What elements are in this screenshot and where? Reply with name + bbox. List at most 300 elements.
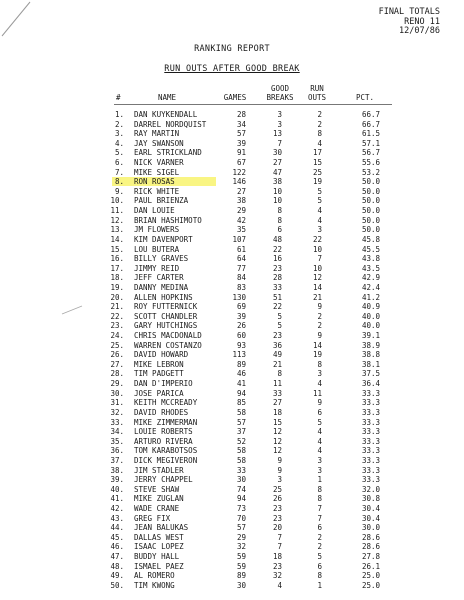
run-outs-cell: 4 bbox=[317, 138, 322, 148]
column-header-games: GAMES bbox=[223, 93, 247, 102]
player-name-cell: KIM DAVENPORT bbox=[134, 234, 193, 244]
games-cell: 42 bbox=[236, 215, 246, 225]
good-breaks-cell: 23 bbox=[272, 263, 282, 273]
good-breaks-cell: 51 bbox=[272, 292, 282, 302]
player-name-cell: MIKE SIGEL bbox=[134, 167, 180, 177]
good-breaks-cell: 23 bbox=[272, 561, 282, 571]
run-outs-cell: 4 bbox=[317, 436, 322, 446]
table-row bbox=[0, 139, 464, 149]
games-cell: 89 bbox=[236, 571, 246, 581]
run-outs-cell: 14 bbox=[312, 282, 322, 292]
rank-cell: 18. bbox=[110, 273, 124, 283]
run-outs-cell: 7 bbox=[317, 254, 322, 264]
table-row bbox=[0, 196, 464, 206]
table-row bbox=[0, 552, 464, 562]
good-breaks-cell: 3 bbox=[277, 110, 282, 119]
rank-cell: 27. bbox=[110, 359, 124, 369]
good-breaks-cell: 12 bbox=[272, 436, 282, 446]
pct-cell: 36.4 bbox=[361, 379, 380, 389]
player-name-cell: GREG FIX bbox=[134, 513, 171, 523]
rank-cell: 16. bbox=[110, 254, 124, 264]
games-cell: 57 bbox=[236, 417, 246, 427]
run-outs-cell: 7 bbox=[317, 503, 322, 513]
player-name-cell: STEVE SHAW bbox=[134, 484, 180, 494]
rank-cell: 33. bbox=[110, 417, 124, 427]
games-cell: 58 bbox=[236, 446, 246, 456]
player-name-cell: DANNY MEDINA bbox=[134, 282, 189, 292]
run-outs-cell: 3 bbox=[317, 455, 322, 465]
pct-cell: 40.9 bbox=[361, 302, 380, 312]
run-outs-cell: 15 bbox=[312, 158, 322, 168]
pct-cell: 50.0 bbox=[361, 196, 380, 206]
player-name-cell: DAN D'IMPERIO bbox=[134, 379, 193, 389]
run-outs-cell: 21 bbox=[312, 292, 322, 302]
player-name-cell: DAVID RHODES bbox=[134, 407, 189, 417]
player-name-cell: ROY FUTTERNICK bbox=[134, 302, 198, 312]
run-outs-cell: 9 bbox=[317, 331, 322, 341]
table-row bbox=[0, 350, 464, 360]
table-row bbox=[0, 504, 464, 514]
rank-cell: 49. bbox=[110, 571, 124, 581]
games-cell: 30 bbox=[236, 580, 246, 590]
run-outs-cell: 7 bbox=[317, 513, 322, 523]
column-header-rank: # bbox=[116, 93, 121, 102]
table-row bbox=[0, 225, 464, 235]
games-cell: 59 bbox=[236, 552, 246, 562]
rank-cell: 12. bbox=[110, 215, 124, 225]
table-row bbox=[0, 523, 464, 533]
rank-cell: 17. bbox=[110, 263, 124, 273]
player-name-cell: JOSE PARICA bbox=[134, 388, 184, 398]
good-breaks-cell: 32 bbox=[272, 571, 282, 581]
rank-cell: 43. bbox=[110, 513, 124, 523]
pct-cell: 25.0 bbox=[361, 571, 380, 581]
rank-cell: 1. bbox=[114, 110, 124, 119]
player-name-cell: EARL STRICKLAND bbox=[134, 148, 202, 158]
table-row bbox=[0, 562, 464, 572]
player-name-cell: RON ROSAS bbox=[134, 177, 175, 187]
table-row bbox=[0, 331, 464, 341]
games-cell: 58 bbox=[236, 407, 246, 417]
table-row bbox=[0, 302, 464, 312]
run-outs-cell: 8 bbox=[317, 484, 322, 494]
run-outs-cell: 3 bbox=[317, 465, 322, 475]
games-cell: 73 bbox=[236, 503, 246, 513]
pct-cell: 53.2 bbox=[361, 167, 380, 177]
player-name-cell: BRIAN HASHIMOTO bbox=[134, 215, 202, 225]
pct-cell: 33.3 bbox=[361, 465, 380, 475]
pct-cell: 55.6 bbox=[361, 158, 380, 168]
rank-cell: 13. bbox=[110, 225, 124, 235]
player-name-cell: LOU BUTERA bbox=[134, 244, 180, 254]
pct-cell: 50.0 bbox=[361, 206, 380, 216]
rank-cell: 3. bbox=[114, 129, 124, 139]
column-header-run-outs bbox=[302, 85, 332, 102]
totals-label: FINAL TOTALS bbox=[378, 7, 440, 17]
games-cell: 58 bbox=[236, 455, 246, 465]
rank-cell: 46. bbox=[110, 542, 124, 552]
rank-cell: 5. bbox=[114, 148, 124, 158]
player-name-cell: JEFF CARTER bbox=[134, 273, 184, 283]
player-name-cell: NICK VARNER bbox=[134, 158, 184, 168]
rank-cell: 31. bbox=[110, 398, 124, 408]
rank-cell: 25. bbox=[110, 340, 124, 350]
pct-cell: 33.3 bbox=[361, 398, 380, 408]
games-cell: 28 bbox=[236, 110, 246, 119]
player-name-cell: JM FLOWERS bbox=[134, 225, 180, 235]
good-breaks-cell: 23 bbox=[272, 513, 282, 523]
run-outs-cell: 19 bbox=[312, 177, 322, 187]
games-cell: 67 bbox=[236, 158, 246, 168]
pct-cell: 40.0 bbox=[361, 311, 380, 321]
pct-cell: 66.7 bbox=[361, 110, 380, 119]
games-cell: 41 bbox=[236, 379, 246, 389]
player-name-cell: AL ROMERO bbox=[134, 571, 175, 581]
table-row bbox=[0, 120, 464, 130]
rank-cell: 35. bbox=[110, 436, 124, 446]
good-breaks-cell: 49 bbox=[272, 350, 282, 360]
games-cell: 69 bbox=[236, 302, 246, 312]
run-outs-cell: 9 bbox=[317, 398, 322, 408]
good-breaks-cell: 8 bbox=[277, 206, 282, 216]
run-outs-cell: 2 bbox=[317, 542, 322, 552]
column-header-good-breaks-line2: BREAKS bbox=[266, 92, 294, 102]
games-cell: 35 bbox=[236, 225, 246, 235]
good-breaks-cell: 33 bbox=[272, 388, 282, 398]
pct-cell: 43.8 bbox=[361, 254, 380, 264]
good-breaks-cell: 5 bbox=[277, 311, 282, 321]
run-outs-cell: 5 bbox=[317, 552, 322, 562]
good-breaks-cell: 10 bbox=[272, 196, 282, 206]
good-breaks-cell: 4 bbox=[277, 580, 282, 590]
run-outs-cell: 8 bbox=[317, 129, 322, 139]
pct-cell: 33.3 bbox=[361, 436, 380, 446]
player-name-cell: SCOTT CHANDLER bbox=[134, 311, 198, 321]
games-cell: 34 bbox=[236, 119, 246, 129]
table-row bbox=[0, 379, 464, 389]
good-breaks-cell: 18 bbox=[272, 552, 282, 562]
pct-cell: 38.1 bbox=[361, 359, 380, 369]
games-cell: 60 bbox=[236, 331, 246, 341]
games-cell: 30 bbox=[236, 475, 246, 485]
good-breaks-cell: 12 bbox=[272, 446, 282, 456]
pct-cell: 33.3 bbox=[361, 407, 380, 417]
run-outs-cell: 6 bbox=[317, 407, 322, 417]
table-row bbox=[0, 206, 464, 216]
table-row bbox=[0, 437, 464, 447]
games-cell: 91 bbox=[236, 148, 246, 158]
table-row bbox=[0, 456, 464, 466]
player-name-cell: BUDDY HALL bbox=[134, 552, 180, 562]
run-outs-cell: 4 bbox=[317, 446, 322, 456]
rank-cell: 11. bbox=[110, 206, 124, 216]
good-breaks-cell: 47 bbox=[272, 167, 282, 177]
good-breaks-cell: 11 bbox=[272, 379, 282, 389]
games-cell: 29 bbox=[236, 206, 246, 216]
run-outs-cell: 4 bbox=[317, 215, 322, 225]
column-header-run-outs-line2: OUTS bbox=[307, 92, 327, 102]
table-row bbox=[0, 321, 464, 331]
pct-cell: 25.0 bbox=[361, 580, 380, 590]
games-cell: 146 bbox=[232, 177, 246, 187]
player-name-cell: RICK WHITE bbox=[134, 186, 180, 196]
table-row bbox=[0, 187, 464, 197]
games-cell: 57 bbox=[236, 129, 246, 139]
player-name-cell: DARREL NORDQUIST bbox=[134, 119, 207, 129]
games-cell: 93 bbox=[236, 340, 246, 350]
good-breaks-cell: 48 bbox=[272, 234, 282, 244]
good-breaks-cell: 18 bbox=[272, 407, 282, 417]
run-outs-cell: 8 bbox=[317, 571, 322, 581]
player-name-cell: ALLEN HOPKINS bbox=[134, 292, 193, 302]
games-cell: 94 bbox=[236, 388, 246, 398]
player-name-cell: GARY HUTCHINGS bbox=[134, 321, 198, 331]
pct-cell: 38.9 bbox=[361, 340, 380, 350]
rank-cell: 38. bbox=[110, 465, 124, 475]
games-cell: 46 bbox=[236, 369, 246, 379]
pct-cell: 37.5 bbox=[361, 369, 380, 379]
pct-cell: 61.5 bbox=[361, 129, 380, 139]
good-breaks-cell: 6 bbox=[277, 225, 282, 235]
run-outs-cell: 2 bbox=[317, 532, 322, 542]
table-row bbox=[0, 264, 464, 274]
good-breaks-cell: 13 bbox=[272, 129, 282, 139]
pct-cell: 26.1 bbox=[361, 561, 380, 571]
rank-cell: 40. bbox=[110, 484, 124, 494]
games-cell: 39 bbox=[236, 138, 246, 148]
good-breaks-cell: 7 bbox=[277, 532, 282, 542]
table-row bbox=[0, 235, 464, 245]
good-breaks-cell: 27 bbox=[272, 398, 282, 408]
table-row bbox=[0, 494, 464, 504]
rank-cell: 34. bbox=[110, 427, 124, 437]
run-outs-cell: 4 bbox=[317, 427, 322, 437]
games-cell: 89 bbox=[236, 359, 246, 369]
games-cell: 59 bbox=[236, 561, 246, 571]
rank-cell: 24. bbox=[110, 331, 124, 341]
run-outs-cell: 22 bbox=[312, 234, 322, 244]
pct-cell: 30.4 bbox=[361, 503, 380, 513]
table-row bbox=[0, 158, 464, 168]
header-divider bbox=[114, 104, 392, 105]
table-row bbox=[0, 369, 464, 379]
games-cell: 27 bbox=[236, 186, 246, 196]
good-breaks-cell: 12 bbox=[272, 427, 282, 437]
games-cell: 37 bbox=[236, 427, 246, 437]
table-row bbox=[0, 389, 464, 399]
pct-cell: 33.3 bbox=[361, 417, 380, 427]
pct-cell: 40.0 bbox=[361, 321, 380, 331]
good-breaks-cell: 16 bbox=[272, 254, 282, 264]
pct-cell: 56.7 bbox=[361, 148, 380, 158]
good-breaks-cell: 3 bbox=[277, 475, 282, 485]
run-outs-cell: 6 bbox=[317, 561, 322, 571]
pct-cell: 32.0 bbox=[361, 484, 380, 494]
rank-cell: 48. bbox=[110, 561, 124, 571]
rank-cell: 8. bbox=[114, 177, 124, 187]
run-outs-cell: 8 bbox=[317, 494, 322, 504]
good-breaks-cell: 5 bbox=[277, 321, 282, 331]
column-header-pct: PCT. bbox=[355, 93, 375, 102]
good-breaks-cell: 22 bbox=[272, 302, 282, 312]
player-name-cell: LOUIE ROBERTS bbox=[134, 427, 193, 437]
player-name-cell: WARREN COSTANZO bbox=[134, 340, 202, 350]
rank-cell: 15. bbox=[110, 244, 124, 254]
event-name: RENO 11 bbox=[404, 16, 440, 27]
good-breaks-cell: 23 bbox=[272, 503, 282, 513]
run-outs-cell: 2 bbox=[317, 321, 322, 331]
pct-cell: 50.0 bbox=[361, 186, 380, 196]
games-cell: 26 bbox=[236, 321, 246, 331]
run-outs-cell: 10 bbox=[312, 263, 322, 273]
good-breaks-cell: 9 bbox=[277, 465, 282, 475]
run-outs-cell: 14 bbox=[312, 340, 322, 350]
player-name-cell: DICK MEGIVERON bbox=[134, 455, 198, 465]
games-cell: 113 bbox=[232, 350, 246, 360]
rank-cell: 42. bbox=[110, 503, 124, 513]
corner-pen-stroke bbox=[0, 0, 40, 40]
games-cell: 32 bbox=[236, 542, 246, 552]
table-row bbox=[0, 293, 464, 303]
good-breaks-cell: 7 bbox=[277, 542, 282, 552]
player-name-cell: ARTURO RIVERA bbox=[134, 436, 193, 446]
rank-cell: 44. bbox=[110, 523, 124, 533]
pct-cell: 50.0 bbox=[361, 225, 380, 235]
pct-cell: 38.8 bbox=[361, 350, 380, 360]
rank-cell: 32. bbox=[110, 407, 124, 417]
pct-cell: 42.9 bbox=[361, 273, 380, 283]
rank-cell: 4. bbox=[114, 138, 124, 148]
good-breaks-cell: 28 bbox=[272, 273, 282, 283]
column-header-good-breaks bbox=[256, 85, 304, 102]
rank-cell: 28. bbox=[110, 369, 124, 379]
games-cell: 29 bbox=[236, 532, 246, 542]
table-row bbox=[0, 466, 464, 476]
run-outs-cell: 8 bbox=[317, 359, 322, 369]
table-row bbox=[0, 148, 464, 158]
report-title: RANKING REPORT bbox=[194, 44, 270, 54]
player-name-cell: BILLY GRAVES bbox=[134, 254, 189, 264]
run-outs-cell: 12 bbox=[312, 273, 322, 283]
table-row bbox=[0, 418, 464, 428]
table-row bbox=[0, 581, 464, 591]
pct-cell: 50.0 bbox=[361, 177, 380, 187]
good-breaks-cell: 27 bbox=[272, 158, 282, 168]
rank-cell: 45. bbox=[110, 532, 124, 542]
table-row bbox=[0, 177, 464, 187]
run-outs-cell: 1 bbox=[317, 580, 322, 590]
run-outs-cell: 3 bbox=[317, 369, 322, 379]
run-outs-cell: 2 bbox=[317, 110, 322, 119]
games-cell: 122 bbox=[232, 167, 246, 177]
pct-cell: 39.1 bbox=[361, 331, 380, 341]
games-cell: 33 bbox=[236, 465, 246, 475]
pct-cell: 30.4 bbox=[361, 513, 380, 523]
good-breaks-cell: 8 bbox=[277, 215, 282, 225]
table-row bbox=[0, 273, 464, 283]
table-row bbox=[0, 514, 464, 524]
run-outs-cell: 4 bbox=[317, 206, 322, 216]
pct-cell: 33.3 bbox=[361, 455, 380, 465]
games-cell: 94 bbox=[236, 494, 246, 504]
games-cell: 107 bbox=[232, 234, 246, 244]
pct-cell: 66.7 bbox=[361, 119, 380, 129]
run-outs-cell: 19 bbox=[312, 350, 322, 360]
table-row bbox=[0, 533, 464, 543]
run-outs-cell: 6 bbox=[317, 523, 322, 533]
rank-cell: 9. bbox=[114, 186, 124, 196]
pct-cell: 45.8 bbox=[361, 234, 380, 244]
player-name-cell: RAY MARTIN bbox=[134, 129, 180, 139]
player-name-cell: CHRIS MACDONALD bbox=[134, 331, 202, 341]
good-breaks-cell: 3 bbox=[277, 119, 282, 129]
run-outs-cell: 9 bbox=[317, 302, 322, 312]
player-name-cell: DAN LOUIE bbox=[134, 206, 175, 216]
table-row bbox=[0, 216, 464, 226]
run-outs-cell: 2 bbox=[317, 119, 322, 129]
rank-cell: 14. bbox=[110, 234, 124, 244]
pct-cell: 30.8 bbox=[361, 494, 380, 504]
good-breaks-cell: 15 bbox=[272, 417, 282, 427]
pct-cell: 50.0 bbox=[361, 215, 380, 225]
run-outs-cell: 5 bbox=[317, 196, 322, 206]
good-breaks-cell: 10 bbox=[272, 186, 282, 196]
pct-cell: 42.4 bbox=[361, 282, 380, 292]
games-cell: 61 bbox=[236, 244, 246, 254]
table-row bbox=[0, 542, 464, 552]
rank-cell: 30. bbox=[110, 388, 124, 398]
table-row bbox=[0, 398, 464, 408]
run-outs-cell: 11 bbox=[312, 388, 322, 398]
rank-cell: 20. bbox=[110, 292, 124, 302]
report-date: 12/07/86 bbox=[399, 26, 440, 36]
rank-cell: 19. bbox=[110, 282, 124, 292]
games-cell: 74 bbox=[236, 484, 246, 494]
good-breaks-cell: 38 bbox=[272, 177, 282, 187]
player-name-cell: TOM KARABOTSOS bbox=[134, 446, 198, 456]
run-outs-cell: 10 bbox=[312, 244, 322, 254]
pct-cell: 28.6 bbox=[361, 532, 380, 542]
rank-cell: 6. bbox=[114, 158, 124, 168]
column-header-name: NAME bbox=[158, 93, 177, 102]
ranking-table bbox=[0, 110, 464, 590]
pct-cell: 28.6 bbox=[361, 542, 380, 552]
player-name-cell: TIM KWONG bbox=[134, 580, 175, 590]
table-row bbox=[0, 341, 464, 351]
good-breaks-cell: 9 bbox=[277, 455, 282, 465]
games-cell: 57 bbox=[236, 523, 246, 533]
good-breaks-cell: 8 bbox=[277, 369, 282, 379]
table-row bbox=[0, 408, 464, 418]
run-outs-cell: 5 bbox=[317, 186, 322, 196]
pct-cell: 27.8 bbox=[361, 552, 380, 562]
player-name-cell: KEITH MCCREADY bbox=[134, 398, 198, 408]
player-name-cell: WADE CRANE bbox=[134, 503, 180, 513]
table-row bbox=[0, 129, 464, 139]
player-name-cell: TIM PADGETT bbox=[134, 369, 184, 379]
table-row bbox=[0, 245, 464, 255]
table-row bbox=[0, 571, 464, 581]
rank-cell: 22. bbox=[110, 311, 124, 321]
rank-cell: 50. bbox=[110, 580, 124, 590]
games-cell: 84 bbox=[236, 273, 246, 283]
final-totals-block bbox=[379, 8, 440, 37]
pct-cell: 33.3 bbox=[361, 427, 380, 437]
pct-cell: 45.5 bbox=[361, 244, 380, 254]
rank-cell: 47. bbox=[110, 552, 124, 562]
pct-cell: 33.3 bbox=[361, 388, 380, 398]
rank-cell: 26. bbox=[110, 350, 124, 360]
